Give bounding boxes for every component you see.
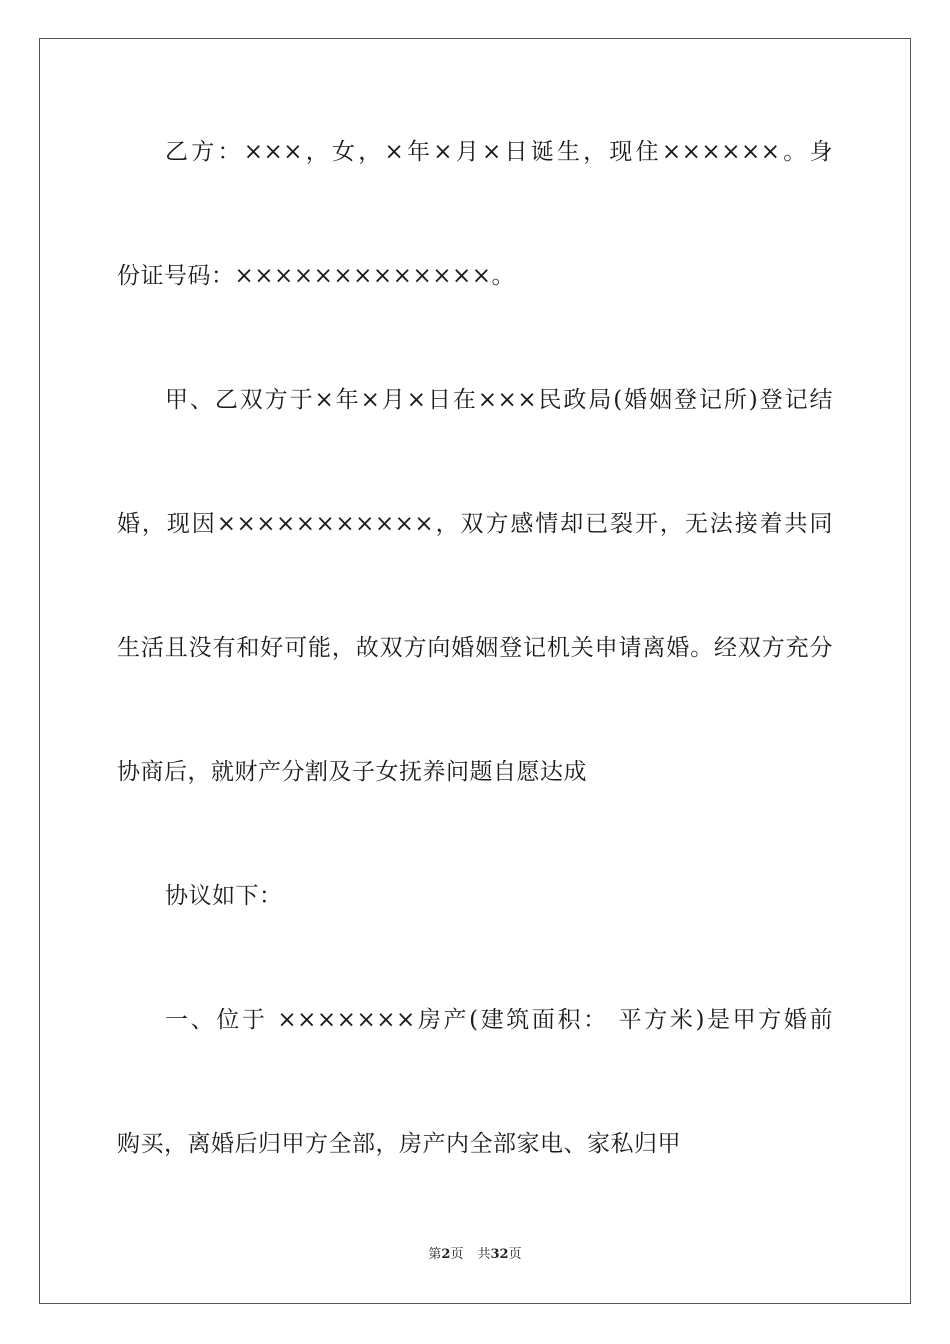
page-footer (0, 1246, 950, 1264)
paragraph-line-8: 一、位于 ×××××××房产(建筑面积： 平方米)是甲方婚前 (165, 1007, 833, 1033)
paragraph-line-3: 甲、乙双方于×年×月×日在×××民政局(婚姻登记所)登记结 (165, 387, 833, 413)
footer-total-suffix: 页 (508, 1247, 522, 1262)
paragraph-line-6: 协商后，就财产分割及子女抚养问题自愿达成 (117, 759, 587, 785)
paragraph-line-9: 购买，离婚后归甲方全部，房产内全部家电、家私归甲 (117, 1131, 681, 1157)
paragraph-line-2: 份证号码：×××××××××××××。 (117, 263, 516, 289)
footer-total-prefix: 共 (477, 1247, 491, 1262)
footer-page-prefix: 第 (428, 1247, 442, 1262)
footer-total-pages: 32 (490, 1247, 509, 1262)
footer-page-suffix: 页 (450, 1247, 464, 1262)
paragraph-line-7: 协议如下： (165, 883, 283, 909)
footer-page-number: 2 (441, 1247, 451, 1262)
paragraph-line-1: 乙方：×××，女，×年×月×日诞生，现住××××××。身 (165, 139, 833, 165)
page-border (39, 38, 911, 1304)
paragraph-line-5: 生活且没有和好可能，故双方向婚姻登记机关申请离婚。经双方充分 (117, 635, 833, 661)
paragraph-line-4: 婚，现因×××××××××××，双方感情却已裂开，无法接着共同 (117, 511, 833, 537)
